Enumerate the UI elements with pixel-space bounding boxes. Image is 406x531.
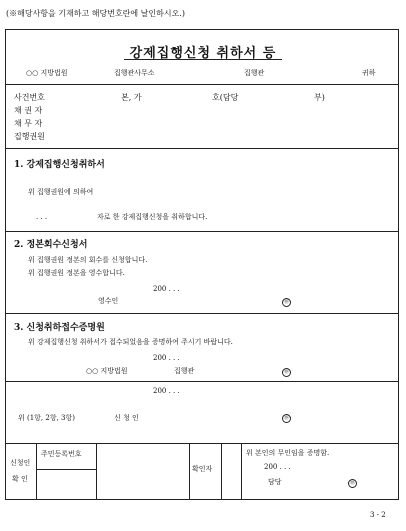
section3-line1: 위 강제집행신청 취하서가 접수되었음을 증명하여 주시기 바랍니다. (28, 338, 233, 346)
divider (6, 84, 398, 85)
seal-icon: ㊞ (283, 299, 289, 305)
section2-heading: 2. 정본회수신청서 (14, 240, 88, 250)
in-charge-label: 담당 (268, 478, 282, 486)
divider (6, 231, 398, 232)
applicant-items-label: 위 (1항, 2항, 3항) (18, 414, 75, 422)
divider (221, 443, 222, 500)
creditor-label: 채 권 자 (14, 106, 43, 115)
divider (241, 443, 242, 500)
debtor-label: 채 무 자 (14, 119, 43, 128)
form-title: 강제집행신청 취하서 등 (129, 46, 277, 61)
section3-heading: 3. 신청취하접수증명원 (14, 323, 105, 333)
identity-certification: 위 본인의 무인임을 증명함. (246, 449, 330, 457)
section2-line2: 위 집행권원 정본을 영수합니다. (28, 269, 125, 277)
section1-dots: . . . (36, 213, 48, 221)
enforcement-title-label: 집행권원 (14, 132, 45, 141)
identity-date: 200 . . . (264, 463, 291, 471)
section2-date: 200 . . . (153, 285, 180, 293)
seal-icon: ㊞ (349, 480, 355, 486)
divider (6, 381, 398, 382)
addressee-office: 집행관사무소 (114, 69, 155, 77)
case-number-label: 사건번호 (14, 93, 45, 102)
divider (6, 148, 398, 149)
case-bu: 부) (314, 93, 325, 102)
addressee-suffix: 귀하 (362, 69, 376, 77)
case-bon-ga: 본, 가 (121, 93, 142, 102)
addressee-officer: 집행관 (244, 69, 265, 77)
page-number: 3 - 2 (370, 511, 386, 519)
case-ho: 호(담당 (212, 93, 239, 102)
form-frame (5, 29, 399, 500)
section1-heading: 1. 강제집행신청취하서 (14, 160, 105, 170)
applicant-label: 신 청 인 (114, 414, 139, 422)
divider (36, 469, 96, 470)
seal-icon: ㊞ (283, 415, 289, 421)
section3-officer: 집행관 (174, 367, 195, 375)
divider (189, 443, 190, 500)
confirmer-label: 확인자 (192, 465, 213, 473)
section3-court: ○○ 지방법원 (86, 367, 128, 375)
section1-line1: 위 집행권원에 의하여 (28, 188, 94, 196)
resident-number-label: 주민등록번호 (41, 450, 82, 458)
section3-date2: 200 . . . (153, 387, 180, 395)
divider (6, 443, 398, 444)
instruction-note: (※해당사항을 기재하고 해당번호란에 날인하시오.) (6, 9, 185, 18)
title-underline (124, 59, 282, 60)
applicant-confirm-1: 신청인 (10, 459, 31, 467)
divider (6, 313, 398, 314)
section2-receiver: 영수인 (98, 297, 119, 305)
applicant-confirm-2: 확 인 (12, 475, 28, 483)
section1-line2: 자로 한 강제집행신청을 취하합니다. (97, 213, 208, 221)
addressee-court: ○○ 지방법원 (26, 69, 68, 77)
section2-line1: 위 집행권원 정본의 회수를 신청합니다. (28, 256, 148, 264)
section3-date1: 200 . . . (153, 354, 180, 362)
divider (96, 443, 97, 500)
divider (36, 443, 37, 500)
seal-icon: ㊞ (283, 369, 289, 375)
